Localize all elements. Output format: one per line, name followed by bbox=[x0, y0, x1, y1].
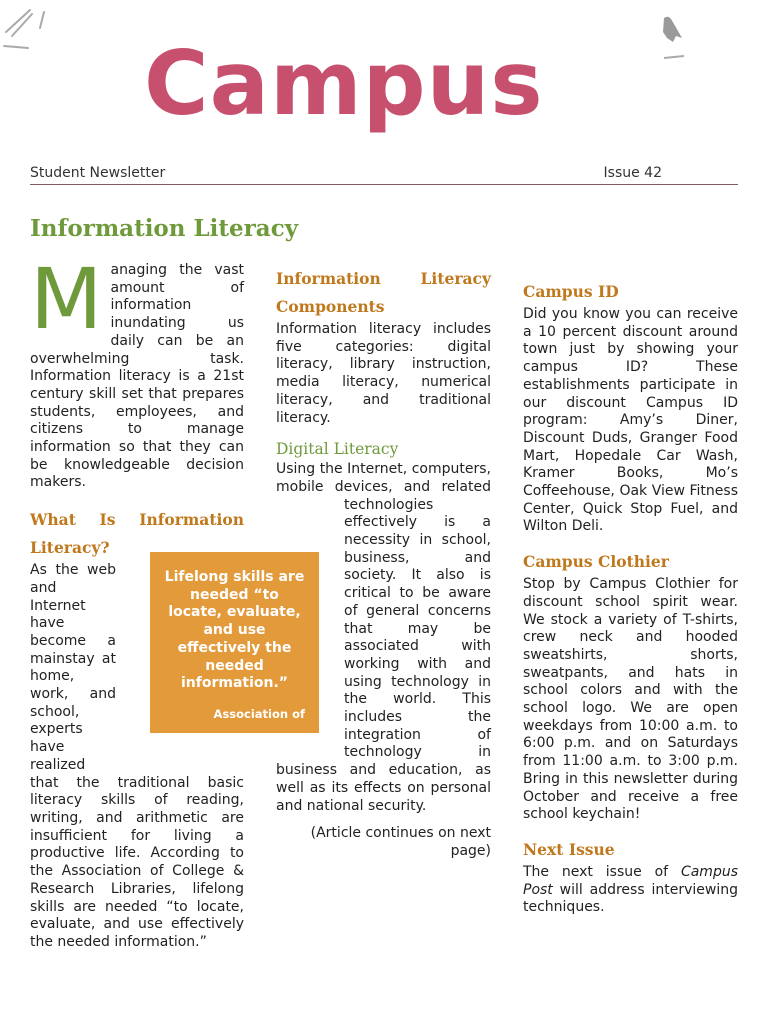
digital-literacy-block bbox=[276, 461, 491, 815]
masthead-title: Campus bbox=[144, 32, 544, 135]
pullquote-source: Association of bbox=[213, 706, 305, 721]
bird-icon bbox=[650, 10, 690, 66]
clothier-heading: Campus Clothier bbox=[523, 552, 669, 572]
column-right bbox=[523, 278, 738, 917]
digital-literacy-heading: Digital Literacy bbox=[276, 440, 399, 459]
what-is-body: As the web and Internet have become a mainstay at home, work, and school, experts have realized that the traditional basic literacy skills of reading, writing, and arithmetic are insufficient for living a productive life. According to the Association of College & Research Libraries, lifelong skills are needed “to locate, evaluate, and use effectively the needed information.” bbox=[30, 562, 244, 950]
components-body: Information literacy includes five categories: digital literacy, library instruction, media literacy, numerical literacy, and traditional literacy. bbox=[276, 321, 491, 426]
column-middle bbox=[276, 265, 491, 861]
pullquote-text: Lifelong skills are needed “to locate, evaluate, and use effectively the needed information.” bbox=[164, 569, 305, 692]
next-issue-heading: Next Issue bbox=[523, 839, 615, 859]
intro-text: anaging the vast amount of information inundating us daily can be an overwhelming task. Information literacy is a 21st century skill set that prepares students, employees, and citizens to manage information so that they can be knowledgeable decision makers. bbox=[30, 262, 244, 491]
pullquote-spacer-right bbox=[276, 514, 344, 752]
clothier-body: Stop by Campus Clothier for discount school spirit wear. We stock a variety of T-shirts, crew neck and hooded sweatshirts, shorts, sweatpants, and hats in school colors and with the school logo. We are open weekdays from 10:00 a.m. to 6:00 p.m. and on Saturdays from 11:00 a.m. to 3:00 p.m. Bring in this newsletter during October and receive a free school keychain! bbox=[523, 576, 738, 823]
issue-number: Issue 42 bbox=[603, 165, 662, 181]
digital-literacy-body: Using the Internet, computers, mobile devices, and related technologies effectively is a necessity in school, business, and society. It also is critical to be aware of general concerns that may be associated with working with and using technology in the world. This includes the integration of technology in business and education, as well as its effects on personal and national security. bbox=[276, 461, 491, 814]
continued-note: (Article continues on next page) bbox=[310, 825, 491, 859]
next-issue-publication: Campus Post bbox=[523, 863, 738, 898]
pencil-icon bbox=[0, 2, 50, 52]
next-issue-text-b: will address interviewing techniques. bbox=[523, 881, 738, 916]
campus-id-heading: Campus ID bbox=[523, 282, 619, 301]
intro-paragraph bbox=[30, 250, 244, 492]
what-is-heading: What Is Information Literacy? bbox=[30, 510, 244, 558]
newsletter-subtitle: Student Newsletter bbox=[30, 165, 166, 181]
drop-cap: M bbox=[30, 250, 103, 348]
components-heading: Information Literacy Components bbox=[276, 269, 491, 316]
campus-id-body: Did you know you can receive a 10 percent discount around town just by showing your campus ID? These establishments participate in our discount Campus ID program: Amy’s Diner, Discount Duds, Granger Food Mart, Hopedale Car Wash, Kramer Books, Mo’s Coffeehouse, Oak View Fitness Center, Quick Stop Fuel, and Wilton Deli. bbox=[523, 306, 738, 535]
next-issue-body bbox=[523, 864, 738, 917]
masthead-bar bbox=[30, 165, 738, 185]
section-title: Information Literacy bbox=[30, 215, 299, 242]
next-issue-text-a: The next issue of bbox=[523, 863, 681, 880]
